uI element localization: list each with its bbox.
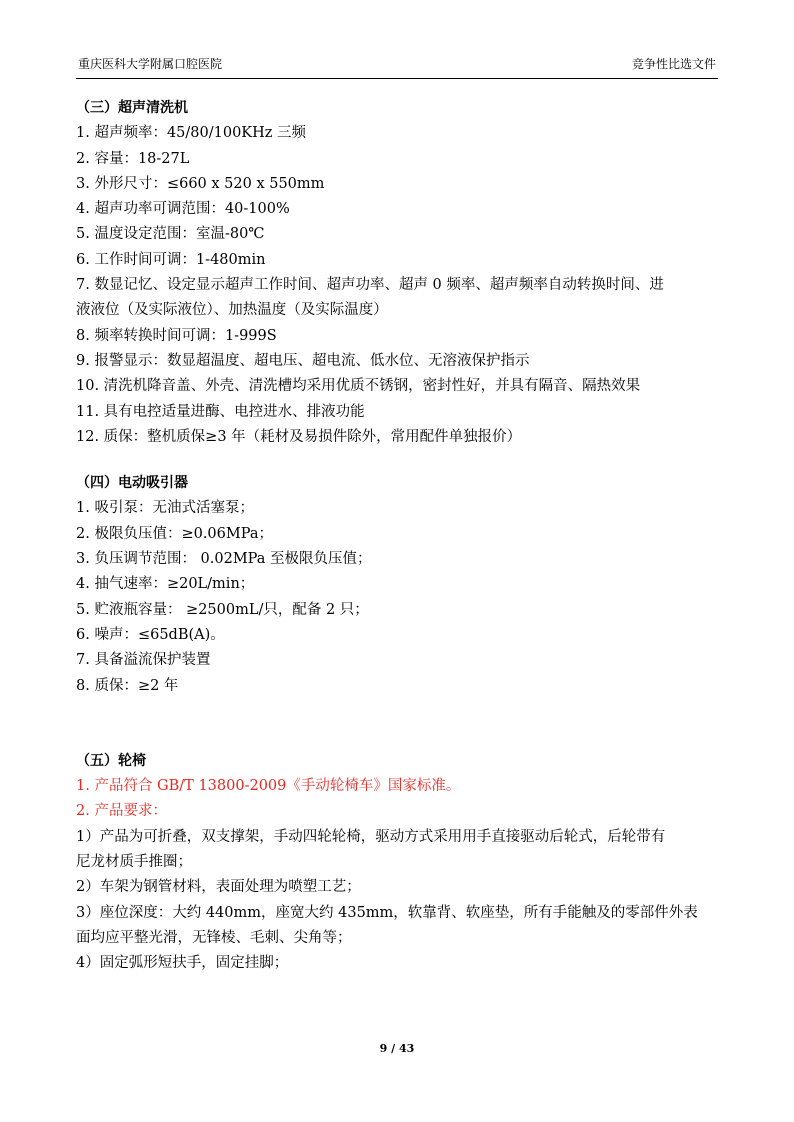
ultrasonic-item: 液液位（及实际液位）、加热温度（及实际温度）: [76, 302, 388, 319]
page-number: 9 / 43: [379, 1042, 415, 1055]
ultrasonic-item: 12. 质保：整机质保≥3 年（耗材及易损件除外，常用配件单独报价）: [76, 428, 522, 445]
suction-item: 8. 质保：≥2 年: [76, 677, 179, 694]
section-title-ultrasonic: （三）超声清洗机: [76, 100, 188, 116]
wheelchair-standard-item: 1. 产品符合 GB/T 13800-2009《手动轮椅车》国家标准。: [76, 778, 461, 795]
section-gap: [76, 450, 718, 471]
suction-item: 4. 抽气速率：≥20L/min；: [76, 576, 255, 593]
ultrasonic-item: 5. 温度设定范围：室温-80℃: [76, 226, 265, 243]
wheelchair-item: 3）座位深度：大约 440mm，座宽大约 435mm，软靠背、软座垫，所有手能触及的零部件外表: [76, 904, 698, 921]
section-title-wheelchair: （五）轮椅: [76, 752, 146, 769]
wheelchair-item: 1）产品为可折叠，双支撑架，手动四轮轮椅，驱动方式采用用手直接驱动后轮式，后轮带有: [76, 828, 666, 845]
ultrasonic-item: 10. 清洗机降音盖、外壳、清洗槽均采用优质不锈钢，密封性好，并具有隔音、隔热效果: [76, 378, 641, 395]
ultrasonic-item: 2. 容量：18-27L: [76, 150, 190, 167]
page-header: [76, 56, 718, 79]
suction-item: 6. 噪声：≤65dB(A)。: [76, 626, 225, 643]
suction-item: 5. 贮液瓶容量： ≥2500mL/只，配备 2 只；: [76, 601, 369, 618]
ultrasonic-item: 8. 频率转换时间可调：1-999S: [76, 327, 277, 344]
document-body: [76, 96, 718, 977]
ultrasonic-item: 11. 具有电控适量进酶、电控进水、排液功能: [76, 403, 365, 420]
ultrasonic-item: 7. 数显记忆、设定显示超声工作时间、超声功率、超声 0 频率、超声频率自动转换时间、进: [76, 277, 664, 294]
wheelchair-item: 尼龙材质手推圈；: [76, 854, 192, 871]
header-hospital-name: 重庆医科大学附属口腔医院: [78, 57, 223, 71]
ultrasonic-item: 3. 外形尺寸：≤660 x 520 x 550mm: [76, 175, 325, 192]
suction-item: 7. 具备溢流保护装置: [76, 652, 211, 669]
wheelchair-item: 4）固定弧形短扶手，固定挂脚；: [76, 955, 289, 972]
ultrasonic-item: 4. 超声功率可调范围：40-100%: [76, 201, 290, 218]
suction-item: 1. 吸引泵：无油式活塞泵；: [76, 500, 254, 517]
ultrasonic-item: 9. 报警显示：数显超温度、超电压、超电流、低水位、无溶液保护指示: [76, 352, 530, 369]
ultrasonic-item: 6. 工作时间可调：1-480min: [76, 251, 266, 268]
wheelchair-item: 2）车架为钢管材料，表面处理为喷塑工艺；: [76, 879, 361, 896]
header-document-type: 竞争性比选文件: [631, 57, 716, 71]
wheelchair-requirements-heading: 2. 产品要求：: [76, 803, 167, 820]
section-title-suction: （四）电动吸引器: [76, 475, 188, 492]
suction-item: 2. 极限负压值：≥0.06MPa；: [76, 525, 273, 542]
section-gap: [76, 699, 718, 749]
ultrasonic-item: 1. 超声频率：45/80/100KHz 三频: [76, 125, 307, 142]
suction-item: 3. 负压调节范围： 0.02MPa 至极限负压值；: [76, 551, 372, 568]
wheelchair-item: 面均应平整光滑，无锋棱、毛刺、尖角等；: [76, 929, 352, 946]
